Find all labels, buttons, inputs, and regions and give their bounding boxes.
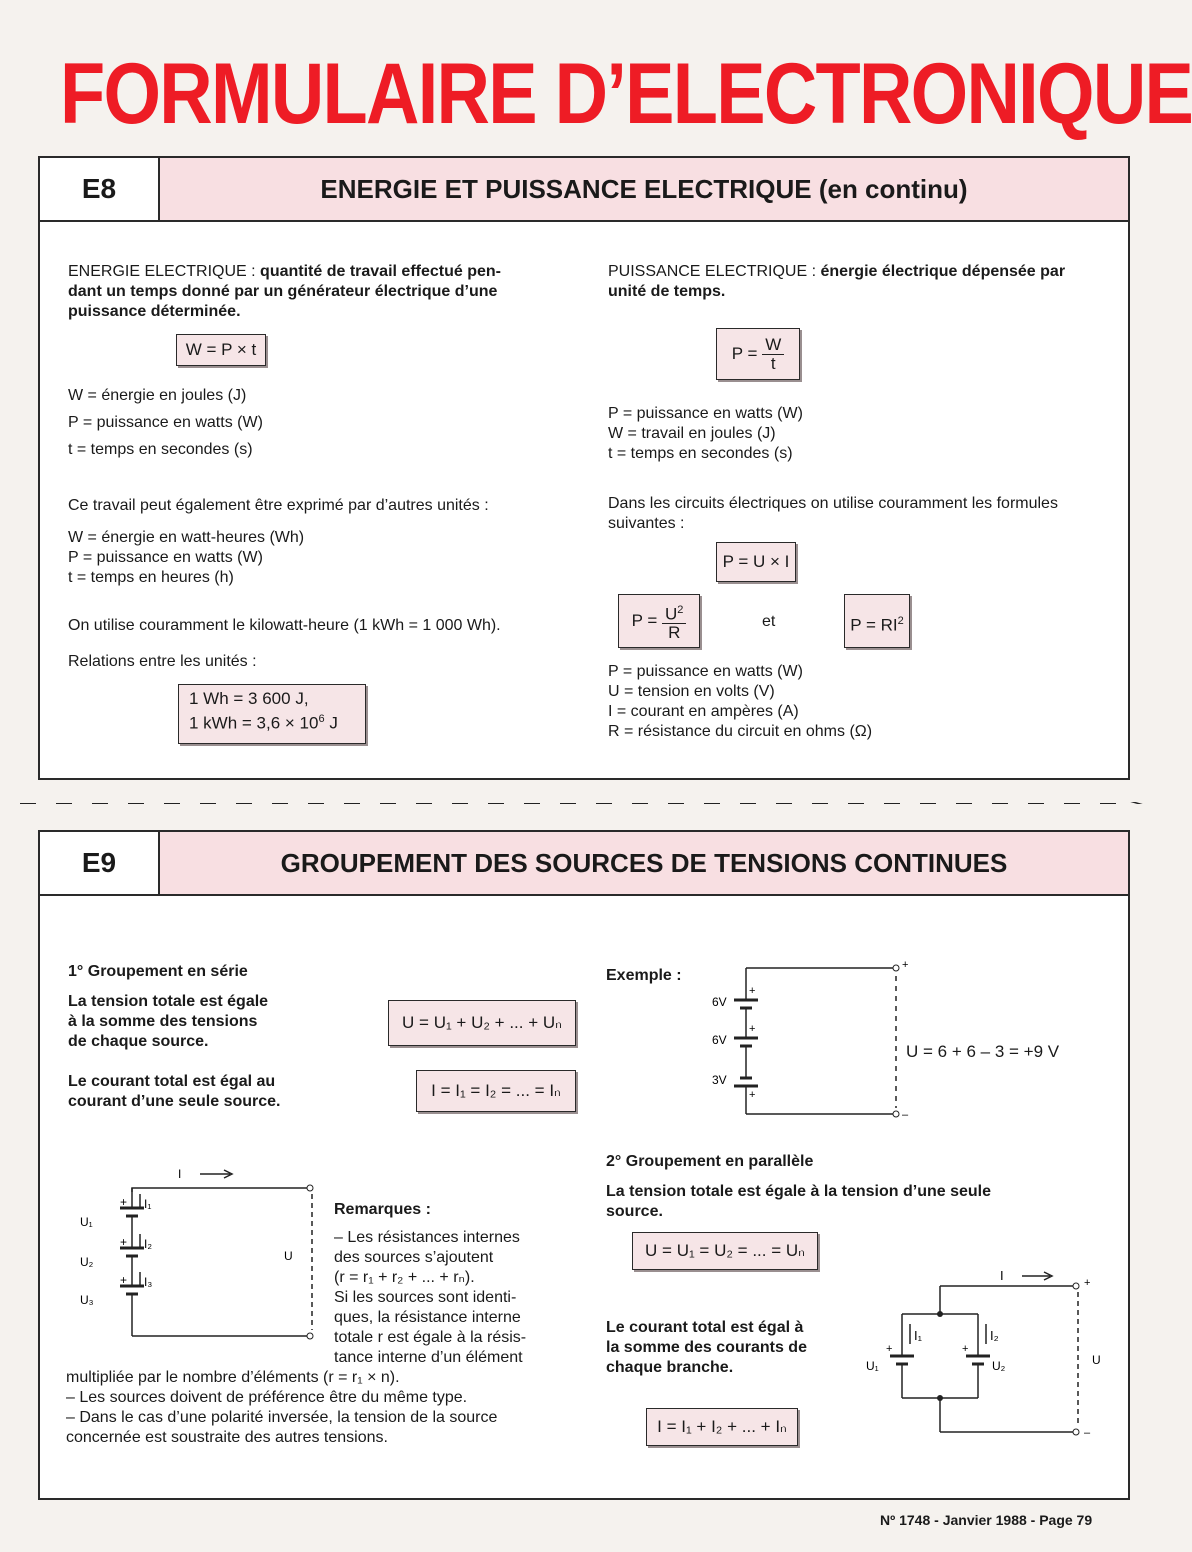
plus-label: + [1084,1277,1091,1289]
section-e8-header [40,158,1128,222]
remarques-wide-lines: multipliée par le nombre d’éléments (r = r₁ × n). – Les sources doivent de préférence être du même type. – Dans le cas d’une polarité inversée, la tension de la source concernée est soustraite des autres tensions. [66,1369,498,1446]
parallele-heading: 2° Groupement en parallèle [606,1153,814,1170]
section-e9-header [40,832,1128,896]
plus-label: + [902,959,909,971]
source-label: U₁ [866,1359,879,1373]
variable-line: W = énergie en joules (J) [68,387,247,404]
branch-current-label: I₂ [990,1328,999,1343]
definition-text: quantité de travail effectué pen- [260,263,501,280]
definition-text: dant un temps donné par un générateur électrique d’une [68,283,498,300]
variable-line: P = puissance en watts (W) [608,663,803,680]
source-label: U₁ [80,1215,93,1229]
formula-p-ri2: $P = RI^2$ [844,594,910,648]
relations-box [178,684,366,744]
branch-current-label: I₁ [144,1197,152,1211]
wire-top [132,1188,310,1192]
voltage-label: U [1092,1353,1101,1367]
definition-text: puissance déterminée. [68,303,241,320]
plus-label: + [749,985,756,997]
exemple-label: Exemple : [606,967,682,984]
formula-w-pt: W = P × t [176,334,266,366]
terminal-minus [307,1333,313,1339]
puissance-variables [608,404,803,464]
formula-u-parallele: U = U₁ = U₂ = ... = Uₙ [632,1232,818,1270]
variable-line: I = courant en ampères (A) [608,703,799,720]
minus-label: – [902,1109,909,1121]
exemple-circuit-diagram [706,954,909,1124]
serie-circuit-diagram [80,1164,310,1364]
source-label: U₂ [992,1359,1006,1373]
current-label: I [178,1167,182,1181]
node [937,1395,943,1401]
serie-text-2: Le courant total est égal au courant d’une seule source. [68,1073,281,1110]
formula-u-serie: U = U₁ + U₂ + ... + Uₙ [388,1000,576,1046]
terminal-plus [307,1185,313,1191]
page-title: FORMULAIRE D’ELECTRONIQUE [60,46,1192,142]
relations-intro: Relations entre les unités : [68,653,257,670]
serie-text-1: La tension totale est égale à la somme des tensions de chaque source. [68,993,269,1050]
formula-p-u2r: P = $\frac{U^2}{R}$ [618,594,700,648]
plus-label: + [120,1235,128,1249]
terminal-plus [1073,1283,1079,1289]
parallele-circuit-diagram [866,1262,1106,1438]
cut-line [0,802,1152,804]
parallele-text-2: Le courant total est égal à la somme des courants de chaque branche. [606,1319,807,1376]
variable-line: t = temps en heures (h) [68,569,234,586]
section-code: E9 [40,832,160,894]
plus-label: + [886,1343,893,1355]
variable-line: t = temps en secondes (s) [68,441,253,458]
formula-p-ui: P = U × I [716,542,796,582]
formula-p-wt: P = $\frac{W}{t}$ [716,328,800,380]
branch-current-label: I₃ [144,1275,153,1289]
variable-line: R = résistance du circuit en ohms (Ω) [608,723,873,740]
relation-line: 1 kWh = $3,6 \times 10^6$ J [189,713,338,733]
variable-line: W = énergie en watt-heures (Wh) [68,529,305,546]
remarques-heading: Remarques : [334,1201,431,1218]
formula-i-parallele: I = I₁ + I₂ + ... + Iₙ [646,1408,798,1446]
section-title: GROUPEMENT DES SOURCES DE TENSIONS CONTINUES [160,832,1128,894]
section-code: E8 [40,158,160,220]
formula-i-serie: I = I₁ = I₂ = ... = Iₙ [416,1070,576,1112]
variable-line: P = puissance en watts (W) [608,405,803,422]
terminal-plus [893,965,899,971]
plus-label: + [749,1023,756,1035]
source-label: U₂ [80,1255,94,1269]
source-value: 6V [712,995,727,1009]
other-units-intro: Ce travail peut également être exprimé par d’autres unités : [68,497,489,514]
branch-current-label: I₁ [914,1328,922,1343]
parallele-text-1: La tension totale est égale à la tension d’une seule source. [606,1183,991,1220]
variable-line: U = tension en volts (V) [608,683,775,700]
circuit-variables [608,662,872,742]
variable-line: P = puissance en watts (W) [68,414,263,431]
kwh-note: On utilise couramment le kilowatt-heure (1 kWh = 1 000 Wh). [68,617,501,634]
energie-definition [68,262,568,322]
energie-variables [68,382,263,463]
exemple-result: U = 6 + 6 – 3 = +9 V [906,1042,1060,1061]
definition-text: énergie électrique dépensée par [820,263,1066,280]
branch-current-label: I₂ [144,1237,152,1251]
source-value: 3V [712,1073,727,1087]
source-label: U₃ [80,1293,94,1307]
terminal-minus [1073,1429,1079,1435]
definition-text: unité de temps. [608,283,726,300]
circuits-intro: Dans les circuits électriques on utilise couramment les formules suivantes : [608,495,1058,532]
section-e8 [38,156,1130,780]
remarques-lines: – Les résistances internes des sources s’ajoutent (r = r₁ + r₂ + ... + rₙ). Si les sources sont identi- ques, la résistance interne totale r est égale à la résis- tance interne d’un élément [334,1229,527,1366]
plus-label: + [120,1195,128,1209]
and-label: et [762,613,776,630]
node [937,1311,943,1317]
serie-heading: 1° Groupement en série [68,963,248,980]
definition-label: PUISSANCE ELECTRIQUE : [608,263,821,280]
variable-line: W = travail en joules (J) [608,425,776,442]
minus-label: – [1084,1427,1091,1439]
section-e9 [38,830,1130,1500]
puissance-definition [608,262,1108,302]
definition-label: ENERGIE ELECTRIQUE : [68,263,261,280]
terminal-minus [893,1111,899,1117]
plus-label: + [749,1089,756,1101]
variable-line: P = puissance en watts (W) [68,549,263,566]
relation-line: 1 Wh = 3 600 J, [189,689,309,708]
page-footer: Nº 1748 - Janvier 1988 - Page 79 [880,1512,1093,1528]
current-label: I [1000,1268,1004,1283]
source-value: 6V [712,1033,727,1047]
plus-label: + [962,1343,969,1355]
variable-line: t = temps en secondes (s) [608,445,793,462]
plus-label: + [120,1273,128,1287]
energie-variables-2 [68,528,304,588]
voltage-label: U [284,1249,293,1263]
section-title: ENERGIE ET PUISSANCE ELECTRIQUE (en continu) [160,158,1128,220]
